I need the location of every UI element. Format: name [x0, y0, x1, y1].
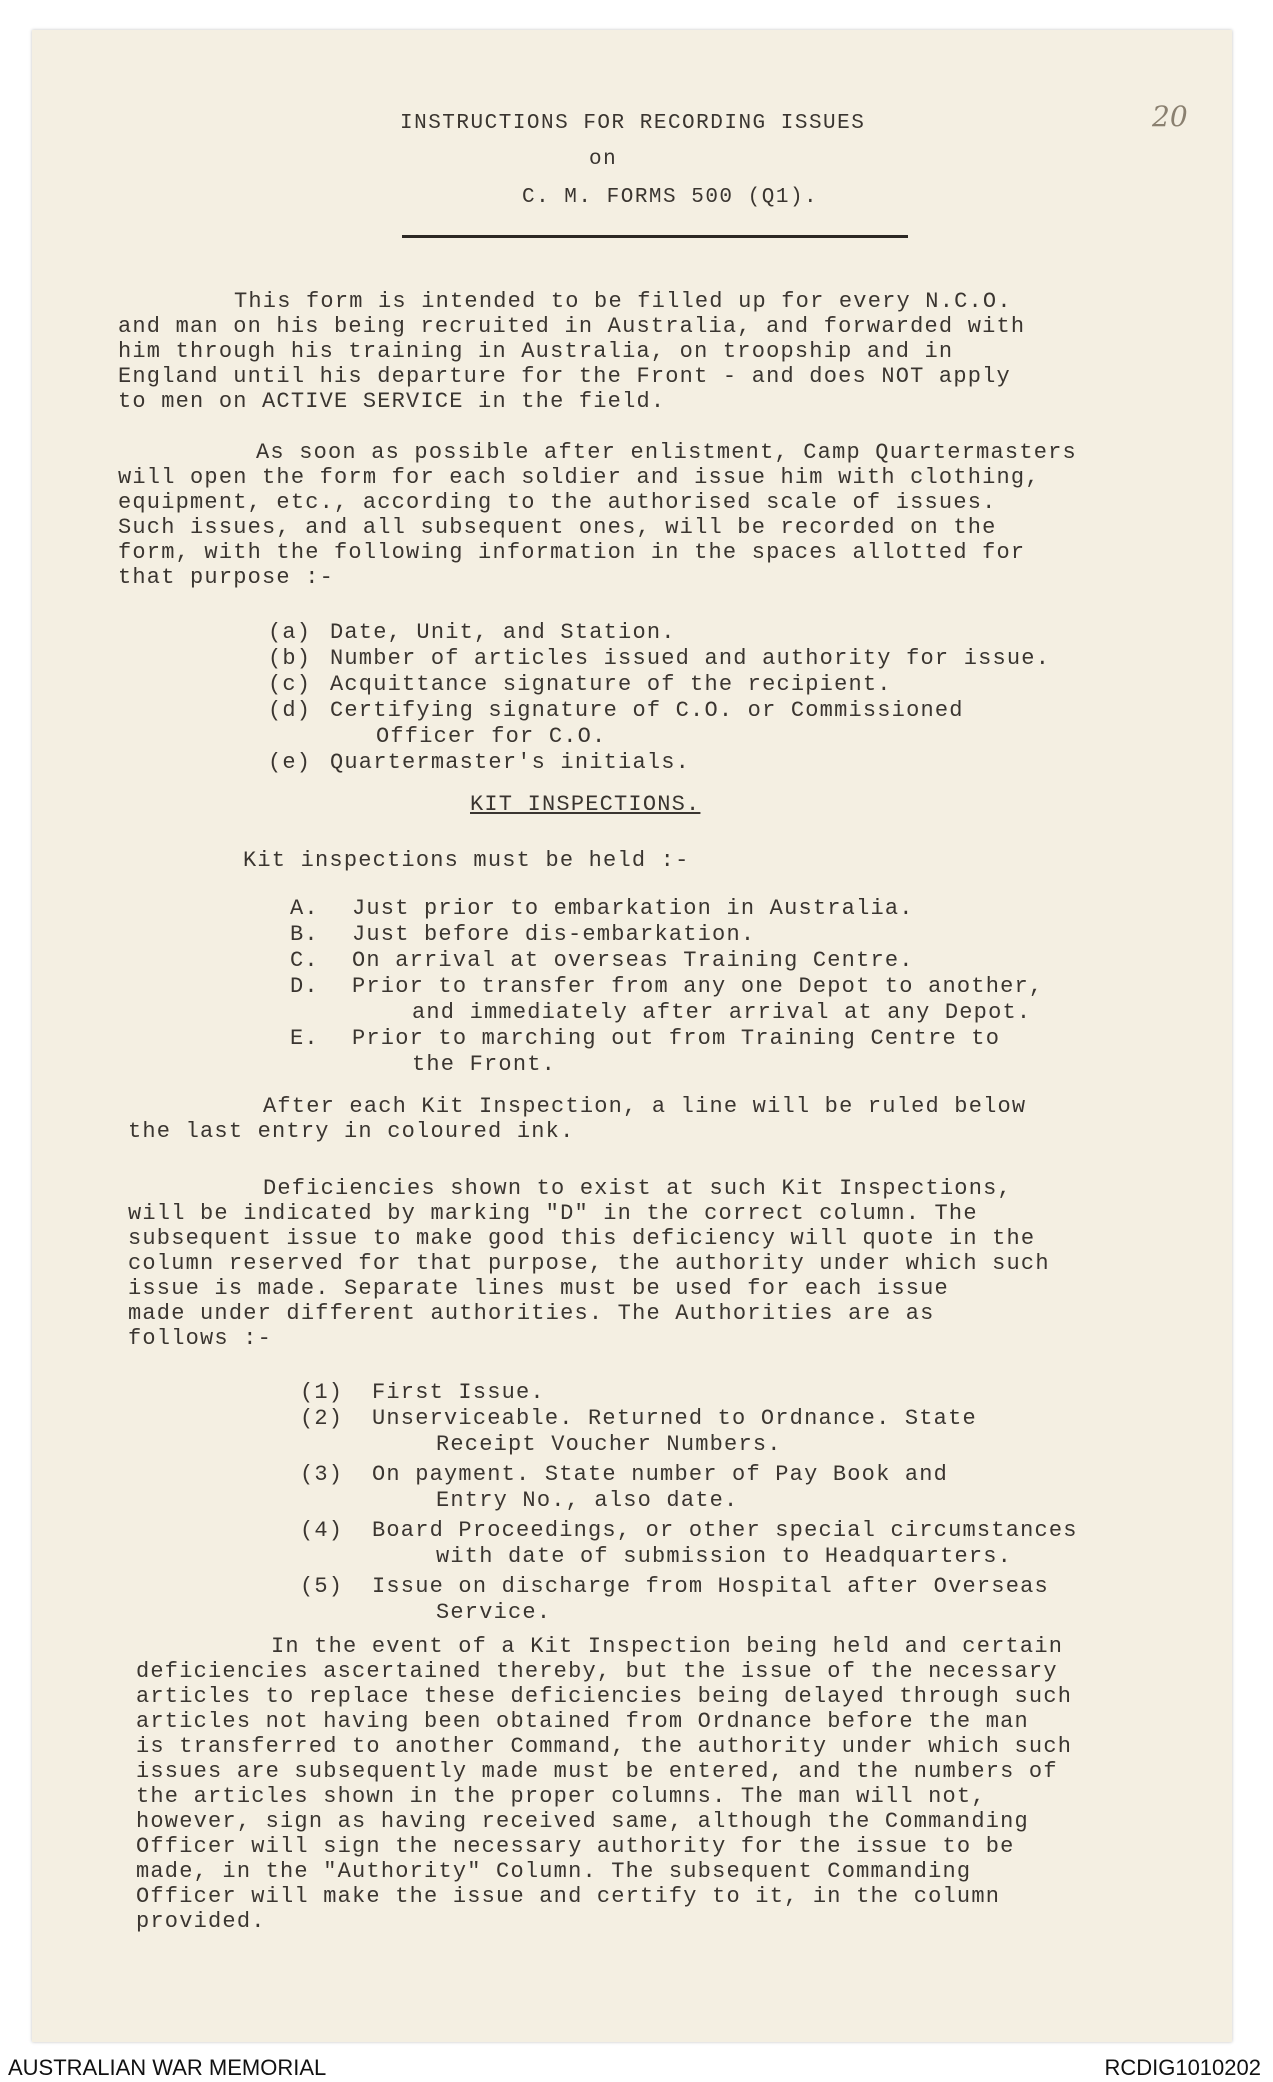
- list-marker: E.: [290, 1026, 319, 1051]
- list-marker: (2): [300, 1406, 344, 1431]
- text-line: deficiencies ascertained thereby, but the issue of the necessary: [136, 1659, 1058, 1684]
- text-line: Deficiencies shown to exist at such Kit Inspections,: [263, 1176, 1012, 1201]
- list-marker: (b): [268, 646, 312, 671]
- list-marker: A.: [290, 896, 319, 921]
- text-line: the last entry in coloured ink.: [128, 1119, 575, 1144]
- list-item: [290, 1026, 1190, 1052]
- list-text: Number of articles issued and authority for issue.: [330, 646, 1051, 671]
- paragraph-ruling: [128, 1094, 1026, 1144]
- text-line: equipment, etc., according to the authorised scale of issues.: [118, 490, 997, 515]
- list-marker: (a): [268, 620, 312, 645]
- list-marker: (1): [300, 1380, 344, 1405]
- list-item-continuation: [290, 1052, 1190, 1078]
- list-item: [300, 1380, 1200, 1406]
- text-line: Such issues, and all subsequent ones, will be recorded on the: [118, 515, 997, 540]
- list-text: Unserviceable. Returned to Ordnance. State: [372, 1406, 977, 1431]
- text-line: him through his training in Australia, on troopship and in: [118, 339, 954, 364]
- list-text: Prior to marching out from Training Centre to: [352, 1026, 1001, 1051]
- text-line: issue is made. Separate lines must be used for each issue: [128, 1276, 949, 1301]
- archive-footer: [0, 2052, 1273, 2082]
- list-text: Just before dis-embarkation.: [352, 922, 756, 947]
- text-line: form, with the following information in the spaces allotted for: [118, 540, 1026, 565]
- text-line: column reserved for that purpose, the authority under which such: [128, 1251, 1050, 1276]
- list-item: [268, 750, 1168, 776]
- list-text: Date, Unit, and Station.: [330, 620, 676, 645]
- list-text: Receipt Voucher Numbers.: [436, 1432, 782, 1457]
- text-line: After each Kit Inspection, a line will be ruled below: [263, 1094, 1027, 1119]
- list-item-continuation: [300, 1600, 1200, 1626]
- kit-inspection-list: [290, 896, 1190, 1078]
- kit-inspections-heading: KIT INSPECTIONS.: [470, 792, 701, 817]
- text-line: made, in the "Authority" Column. The subsequent Commanding: [136, 1859, 972, 1884]
- title-line-3: C. M. FORMS 500 (Q1).: [522, 186, 819, 209]
- list-text: Prior to transfer from any one Depot to another,: [352, 974, 1044, 999]
- list-text: Acquittance signature of the recipient.: [330, 672, 892, 697]
- list-marker: (c): [268, 672, 312, 697]
- list-marker: (3): [300, 1462, 344, 1487]
- list-marker: (d): [268, 698, 312, 723]
- list-item: [290, 896, 1190, 922]
- list-text: Quartermaster's initials.: [330, 750, 691, 775]
- list-text: On payment. State number of Pay Book and: [372, 1462, 949, 1487]
- title-line-1: INSTRUCTIONS FOR RECORDING ISSUES: [400, 112, 866, 135]
- title-line-2: on: [589, 148, 618, 171]
- list-marker: B.: [290, 922, 319, 947]
- paragraph-deficiencies: [128, 1176, 1050, 1351]
- list-text: with date of submission to Headquarters.: [436, 1544, 1013, 1569]
- text-line: issues are subsequently made must be entered, and the numbers of: [136, 1759, 1058, 1784]
- text-line: provided.: [136, 1909, 266, 1934]
- list-text: On arrival at overseas Training Centre.: [352, 948, 914, 973]
- list-item: [268, 620, 1168, 646]
- list-item: [300, 1406, 1200, 1432]
- text-line: that purpose :-: [118, 565, 335, 590]
- list-item-continuation: [290, 1000, 1190, 1026]
- list-item: [268, 672, 1168, 698]
- information-list: [268, 620, 1168, 776]
- text-line: is transferred to another Command, the authority under which such: [136, 1734, 1073, 1759]
- list-item: [290, 974, 1190, 1000]
- list-item: [300, 1518, 1200, 1544]
- list-text: Service.: [436, 1600, 552, 1625]
- text-line: and man on his being recruited in Australia, and forwarded with: [118, 314, 1026, 339]
- paragraph-enlistment: [118, 440, 1077, 590]
- list-marker: (5): [300, 1574, 344, 1599]
- list-item-continuation: [300, 1544, 1200, 1570]
- list-text: Officer for C.O.: [376, 724, 607, 749]
- text-line: made under different authorities. The Authorities are as: [128, 1301, 935, 1326]
- list-marker: (e): [268, 750, 312, 775]
- text-line: Officer will sign the necessary authority for the issue to be: [136, 1834, 1015, 1859]
- footer-institution: AUSTRALIAN WAR MEMORIAL: [8, 2055, 327, 2080]
- list-item: [300, 1462, 1200, 1488]
- list-text: Just prior to embarkation in Australia.: [352, 896, 914, 921]
- text-line: to men on ACTIVE SERVICE in the field.: [118, 389, 666, 414]
- list-text: First Issue.: [372, 1380, 545, 1405]
- authorities-list: [300, 1380, 1200, 1626]
- list-marker: D.: [290, 974, 319, 999]
- text-line: will open the form for each soldier and issue him with clothing,: [118, 465, 1040, 490]
- footer-record-id: RCDIG1010202: [1104, 2055, 1261, 2080]
- list-item: [300, 1574, 1200, 1600]
- list-item: [290, 922, 1190, 948]
- text-line: England until his departure for the Front - and does NOT apply: [118, 364, 1011, 389]
- list-item: [268, 698, 1168, 724]
- title-rule: [402, 235, 908, 238]
- text-line: follows :-: [128, 1326, 273, 1351]
- list-text: Issue on discharge from Hospital after Overseas: [372, 1574, 1049, 1599]
- list-marker: (4): [300, 1518, 344, 1543]
- kit-inspections-intro: Kit inspections must be held :-: [243, 848, 690, 873]
- list-item-continuation: [300, 1432, 1200, 1458]
- list-text: Board Proceedings, or other special circumstances: [372, 1518, 1078, 1543]
- text-line: In the event of a Kit Inspection being held and certain: [271, 1634, 1064, 1659]
- list-item: [268, 646, 1168, 672]
- text-line: however, sign as having received same, although the Commanding: [136, 1809, 1029, 1834]
- text-line: Officer will make the issue and certify to it, in the column: [136, 1884, 1001, 1909]
- list-item-continuation: [300, 1488, 1200, 1514]
- text-line: articles not having been obtained from Ordnance before the man: [136, 1709, 1029, 1734]
- text-line: As soon as possible after enlistment, Camp Quartermasters: [256, 440, 1077, 465]
- paragraph-deferred-issue: [136, 1634, 1072, 1934]
- list-text: Entry No., also date.: [436, 1488, 739, 1513]
- list-text: and immediately after arrival at any Depot.: [412, 1000, 1032, 1025]
- paragraph-intro: [118, 289, 1025, 414]
- list-text: the Front.: [412, 1052, 557, 1077]
- list-text: Certifying signature of C.O. or Commissioned: [330, 698, 964, 723]
- text-line: articles to replace these deficiencies being delayed through such: [136, 1684, 1073, 1709]
- text-line: will be indicated by marking "D" in the correct column. The: [128, 1201, 978, 1226]
- list-item: [290, 948, 1190, 974]
- text-line: subsequent issue to make good this deficiency will quote in the: [128, 1226, 1036, 1251]
- text-line: the articles shown in the proper columns. The man will not,: [136, 1784, 986, 1809]
- text-line: This form is intended to be filled up for every N.C.O.: [234, 289, 1012, 314]
- list-item-continuation: [268, 724, 1168, 750]
- handwritten-page-number: 20: [1152, 100, 1188, 133]
- list-marker: C.: [290, 948, 319, 973]
